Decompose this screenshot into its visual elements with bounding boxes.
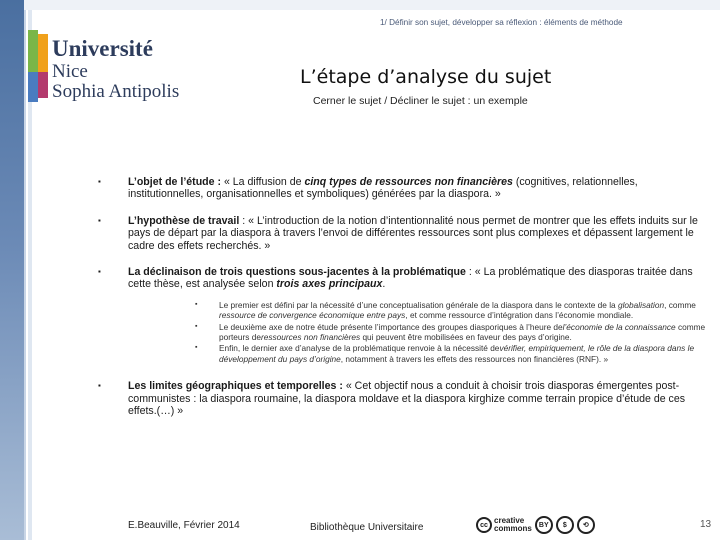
sub-bullet-icon: ▪ [195, 344, 198, 352]
sub-bullet-item [195, 322, 716, 343]
sub-bullet-icon: ▪ [195, 300, 198, 308]
item-text: : « La problématique des diasporas traitée dans cette thèse, est analysée selon [128, 266, 693, 291]
item-heading: L’objet de l’étude : [128, 176, 224, 188]
cc-logo [476, 517, 532, 533]
footer-library: Bibliothèque Universitaire [310, 522, 424, 533]
bullet-item-limits [98, 380, 716, 417]
sub-item-emphasis: vérifier, empiriquement, le rôle de la diaspora dans le développement du pays d’origine [219, 343, 695, 364]
noncommercial-icon: $ [556, 516, 574, 534]
creative-commons-license[interactable] [476, 514, 595, 536]
sub-item-text: Enfin, le dernier axe d’analyse de la problématique renvoie à la nécessité de [219, 343, 500, 354]
by-attribution-icon: BY [535, 516, 553, 534]
item-heading: L’hypothèse de travail [128, 214, 240, 227]
logo-bar-purple [38, 72, 48, 98]
cc-word-creative: creative [494, 516, 525, 525]
sub-item-emphasis: ressource de convergence économique entre pays [219, 310, 406, 321]
logo-line-2: Nice [52, 61, 88, 82]
university-logo [28, 30, 180, 106]
item-heading: Les limites géographiques et temporelles : [128, 380, 346, 393]
section-breadcrumb: 1/ Définir son sujet, développer sa réflexion : éléments de méthode [380, 18, 623, 27]
item-text: . [382, 278, 386, 291]
logo-line-1: Université [52, 36, 153, 61]
bullet-icon: ▪ [98, 381, 101, 391]
slide-title: L’étape d’analyse du sujet [300, 66, 552, 88]
sub-item-text: comme porteurs de [219, 321, 706, 343]
cc-word-commons: commons [494, 524, 532, 533]
sub-item-emphasis: l’économie de la connaissance [562, 321, 676, 332]
bullet-icon: ▪ [98, 215, 101, 225]
bullet-icon: ▪ [98, 177, 101, 186]
item-emphasis: trois axes principaux [276, 278, 383, 291]
logo-line-3: Sophia Antipolis [52, 81, 180, 102]
left-decorative-bar [0, 0, 24, 540]
sub-bullet-icon: ▪ [195, 322, 198, 330]
sub-item-text: qui peuvent être mobilisées en faveur des pays d’origine. [360, 332, 572, 343]
sub-bullet-item [195, 343, 716, 364]
item-heading: La déclinaison de trois questions sous-jacentes à la problématique [128, 266, 466, 279]
share-alike-icon: ⟲ [577, 516, 595, 534]
bullet-icon: ▪ [98, 267, 101, 277]
sub-item-emphasis: globalisation [617, 299, 665, 310]
bullet-item-object [98, 176, 716, 201]
item-text: « La diffusion de [223, 176, 305, 188]
sub-item-text: , notamment à travers les effets des ressources non financières (RNF). » [340, 353, 609, 364]
footer-author: E.Beauville, Février 2014 [128, 520, 240, 531]
item-text: « Cet objectif nous a conduit à choisir trois diasporas émergentes post-communistes : la diaspora roumaine, la diaspora moldave et la diaspora kirghize comme terrain propice d’étude de ces effets.(…) » [128, 380, 686, 418]
page-number: 13 [700, 519, 712, 530]
sub-bullet-item [195, 300, 716, 321]
item-emphasis: cinq types de ressources non financières [304, 176, 513, 188]
cc-wordmark [494, 517, 532, 533]
slide-body [98, 176, 716, 432]
logo-bar-orange [38, 34, 48, 72]
logo-bar-green [28, 30, 38, 72]
sub-item-text: Le deuxième axe de notre étude présente l’importance des groupes diasporiques à l’heure de [219, 321, 563, 332]
sub-item-emphasis: ressources non financières [260, 332, 361, 343]
sub-item-text: , comme [664, 299, 696, 310]
logo-bar-blue [28, 72, 38, 102]
bullet-item-questions [98, 266, 716, 364]
item-text: (cognitives, relationnelles, institutionnelles, organisationnelles et symboliques) générées par la diaspora. » [128, 176, 638, 201]
bullet-item-hypothesis [98, 215, 716, 252]
slide-subtitle: Cerner le sujet / Décliner le sujet : un exemple [313, 95, 528, 107]
sub-bullet-list [195, 300, 716, 364]
item-text: : « L’introduction de la notion d’intentionnalité nous permet de montrer que les effets induits sur le pays de départ par la diaspora à travers l’envoi de différentes ressources sont plus complexes et dépassent largement le cadre des effets recherchés. » [128, 214, 698, 252]
sub-item-text: Le premier est défini par la nécessité d’une conceptualisation générale de la diaspora dans le contexte de la [219, 299, 618, 310]
sub-item-text: , et comme ressource d’intégration dans l’économie mondiale. [405, 310, 634, 321]
cc-icon: cc [476, 517, 492, 533]
top-band [24, 0, 720, 10]
